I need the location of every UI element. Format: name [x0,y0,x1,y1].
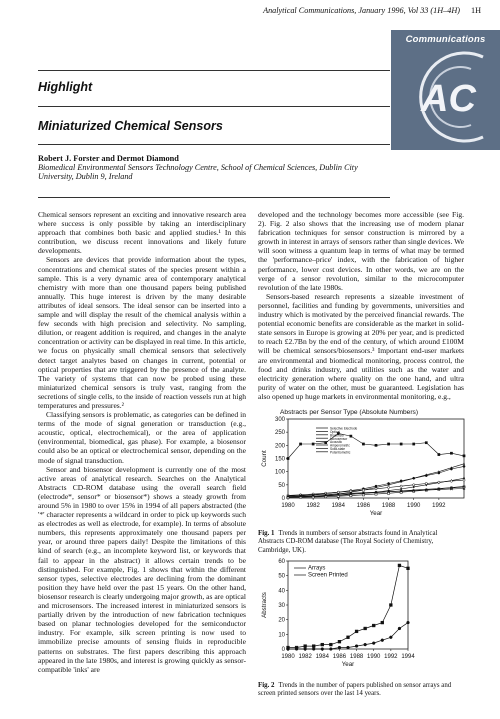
page-number: 1H [471,6,482,15]
y-tick-label: 10 [278,632,285,639]
article-title: Miniaturized Chemical Sensors [38,119,223,133]
legend-label: Microsensor [330,436,348,441]
figure-2-chart [258,556,468,678]
y-tick-label: 250 [274,430,285,437]
y-tick-label: 300 [274,417,285,423]
x-tick-label: 1986 [356,503,371,509]
running-head: Analytical Communications, January 1996, Vol 33 (1H–4H) [263,6,460,15]
data-point [400,485,402,487]
y-tick-label: 200 [274,443,285,450]
fig2-caption-text: Trends in the number of papers published on sensor arrays and screen printed sensors over the last 14 years. [258,682,452,698]
data-point [304,645,307,648]
legend-label: Acoustic [330,440,343,445]
x-tick-label: 1986 [332,654,347,660]
logo-letters: AC [421,78,476,120]
data-point [398,564,401,567]
y-axis-label: Abstracts [261,592,268,618]
data-point [407,567,410,570]
fig1-label: Fig. 1 [258,530,275,537]
data-point [321,648,324,651]
fig2-label: Fig. 2 [258,682,275,689]
y-tick-label: 30 [278,603,285,609]
data-point [463,465,465,467]
authors: Robert J. Forster and Dermot Diamond [38,154,179,163]
data-point [407,621,410,624]
data-point [463,462,465,464]
logo-band-text: Communications [405,34,486,45]
y-tick-label: 40 [278,588,285,595]
x-axis-label: Year [369,510,383,517]
y-tick-label: 0 [281,496,285,502]
data-point [347,636,350,639]
legend-label: Arrays [308,565,326,572]
data-point [287,648,290,651]
data-point [295,648,298,651]
data-point [389,604,392,607]
data-point [372,624,375,627]
y-tick-label: 150 [274,456,285,463]
x-tick-label: 1980 [281,503,295,509]
data-point [425,482,427,484]
fig1-title: Abstracts per Sensor Type (Absolute Numbers) [280,409,419,416]
data-point [372,642,375,645]
data-point [450,480,452,482]
x-tick-label: 1992 [384,654,398,660]
data-point [312,645,315,648]
section-heading: Highlight [38,80,93,94]
data-point [381,639,384,642]
data-point [312,648,315,651]
data-point [355,645,358,648]
rule [38,144,390,145]
x-tick-label: 1984 [331,503,345,509]
paragraph: Sensor and biosensor development is currently one of the most active areas of analytical research. Searches on the Analytical Abstracts CD-ROM database using the overall search field (electrode*, sensor* or biosensor*) shows a steady growth from around 5% in 1980 to over 15% in 1994 of all papers abstracted (the '*' character represents a wildcard in order to pick up keywords such as electrodes as well as electrode, for example). In terms of absolute numbers, this represents approximately one thousand papers per year, or around three papers daily! Despite the limitations of this kind of search (e.g., an incomplete keyword list, or keywords that fail to appear in the abstract) it allows certain trends to be distinguished. For example, Fig. 1 shows that within the different sensor types, selective electrodes are declining from the dominant position they have held over the past 15 years. On the other hand, biosensor research is clearly undergoing major growth, as are optical and microsensors. The increased interest in miniaturized sensors is partially driven by the introduction of new fabrication techniques based on planar technologies developed for the semiconductor industry. For example, silk screen printing is now used to immobilize precise amounts of sensing fluids in reproducible patterns on substrates. The first papers describing this approach appeared in the late 1980s, and interest is growing quickly as sensor-compatible 'inks' are [38,464,246,674]
data-point [413,484,415,486]
data-point [362,489,364,491]
x-tick-label: 1984 [315,654,329,660]
data-point [329,643,332,646]
x-tick-label: 1982 [298,654,312,660]
x-tick-label: 1980 [281,654,295,660]
right-column [258,210,464,401]
x-axis-label: Year [341,661,355,668]
y-tick-label: 20 [278,617,285,624]
data-point [355,630,358,633]
paragraph: Classifying sensors is problematic, as categories can be defined in terms of the mode of signal generation or transduction (e.g., acoustic, optical, electrochemical), or the area of application (environmental, biomedical, gas phase). For example, a biosensor could also be an optical or electrochemical sensor, depending on the mode of signal transduction. [38,410,246,465]
y-tick-label: 50 [278,482,285,489]
data-point [400,443,402,445]
x-tick-label: 1994 [401,654,415,660]
data-point [362,443,364,445]
paragraph: Sensors are devices that provide information about the types, concentrations and chemical states of the species present within a sample. This is a very dynamic area of contemporary analytical chemistry with more than one thousand papers being published annually. This huge interest is driven by the many desirable attributes of ideal sensors. The ideal sensor can be inserted into a sample and will display the result of the chemical analysis within a few seconds with high precision and selectivity. No sampling, dilution, or reagent addition is required, and changes in the analyte concentration or activity can be displayed in real time. In this article, we focus on physically small chemical sensors that selectively detect target analytes based on changes in current, potential or optical properties that are triggered by the presence of the analyte. The variety of systems that can now be probed using these miniaturized chemical sensors is truly vast, ranging from the secretions of single cells, to the inside of reaction vessels run at high temperatures and pressures.² [38,255,246,410]
data-point [350,490,352,492]
y-tick-label: 60 [278,559,285,565]
data-point [438,453,440,455]
x-tick-label: 1982 [306,503,320,509]
data-point [438,481,440,483]
figure-1-chart [258,406,468,526]
data-point [304,648,307,651]
logo-emblem [391,45,500,149]
data-point [375,488,377,490]
y-tick-label: 0 [281,647,285,653]
data-point [387,486,389,488]
data-point [389,636,392,639]
data-point [425,442,427,444]
x-tick-label: 1988 [381,503,396,509]
legend-label: Biosensor [330,433,345,438]
data-point [364,643,367,646]
affiliation: Biomedical Environmental Sensors Technology Centre, School of Chemical Sciences, Dublin City University, Dublin 9, Ireland [38,163,358,182]
data-point [450,452,452,454]
x-tick-label: 1990 [407,503,421,509]
figure-2-caption [258,682,464,699]
y-tick-label: 100 [274,469,285,476]
data-point [299,443,301,445]
x-tick-label: 1992 [432,503,446,509]
fig1-caption-text: Trends in numbers of sensor abstracts found in Analytical Abstracts CD-ROM database (The Royal Society of Chemistry, Cambridge, UK). [258,530,438,554]
data-point [347,646,350,649]
left-column [38,210,246,674]
data-point [463,479,465,481]
legend-label: Potentiometric [330,450,351,455]
data-point [312,443,314,445]
rule [38,197,390,198]
data-point [463,455,465,457]
legend-label: Selective Electrode [330,426,358,431]
paragraph: developed and the technology becomes more accessible (see Fig. 2). Fig. 2 also shows that the increasing use of modern planar fabrication techniques for sensor construction is mirrored by a growth in interest in arrays of sensors rather than single devices. We will soon witness a quantum leap in terms of what may be termed the 'performance–price' index, with the fabrication of higher performance, lower cost devices. In other words, we are on the verge of a sensor revolution, similar to the microcomputer revolution of the late 1980s. [258,210,464,292]
data-point [287,457,289,459]
rule [38,70,390,71]
paragraph: Sensors-based research represents a sizeable investment of personnel, facilities and funding by governments, universities and industry which is motivated by the perceived financial rewards. The potential economic benefits are considerable as the market in solid-state sensors in Europe is growing at 20% per year, and is predicted to reach £2.7Bn by the end of the century, of which around £100M will be chemical sensors/biosensors.³ Important end-user markets are environmental and biomedical monitoring, process control, the food and drinks industry, and utilities such as the water and electricity generation where quality on the one hand, and ultra purity of water on the other, must be guaranteed. Legislation has also opened up huge markets in environmental monitoring, e.g., [258,291,464,401]
data-point [413,443,415,445]
data-point [321,643,324,646]
figure-1-caption [258,530,464,555]
legend-label: Solid-state [330,447,346,451]
paragraph: Chemical sensors represent an exciting and innovative research area where success is only possible by taking an interdisciplinary approach that combines both basic and applied studies.¹ In this contribution, we discuss recent innovations and likely future developments. [38,210,246,256]
legend-label: Screen Printed [308,572,348,579]
data-point [398,627,401,630]
data-point [364,627,367,630]
data-point [381,621,384,624]
legend-label: Amperometric [330,443,350,448]
journal-logo [391,30,500,150]
rule [38,106,390,107]
data-point [338,646,341,649]
x-tick-label: 1990 [367,654,381,660]
y-axis-label: Count [261,450,268,467]
data-point [387,443,389,445]
y-tick-label: 50 [278,573,285,580]
x-tick-label: 1988 [349,654,364,660]
data-point [375,444,377,446]
data-point [350,435,352,437]
data-point [329,648,332,651]
legend-label: Optical [330,430,340,434]
data-point [338,640,341,643]
